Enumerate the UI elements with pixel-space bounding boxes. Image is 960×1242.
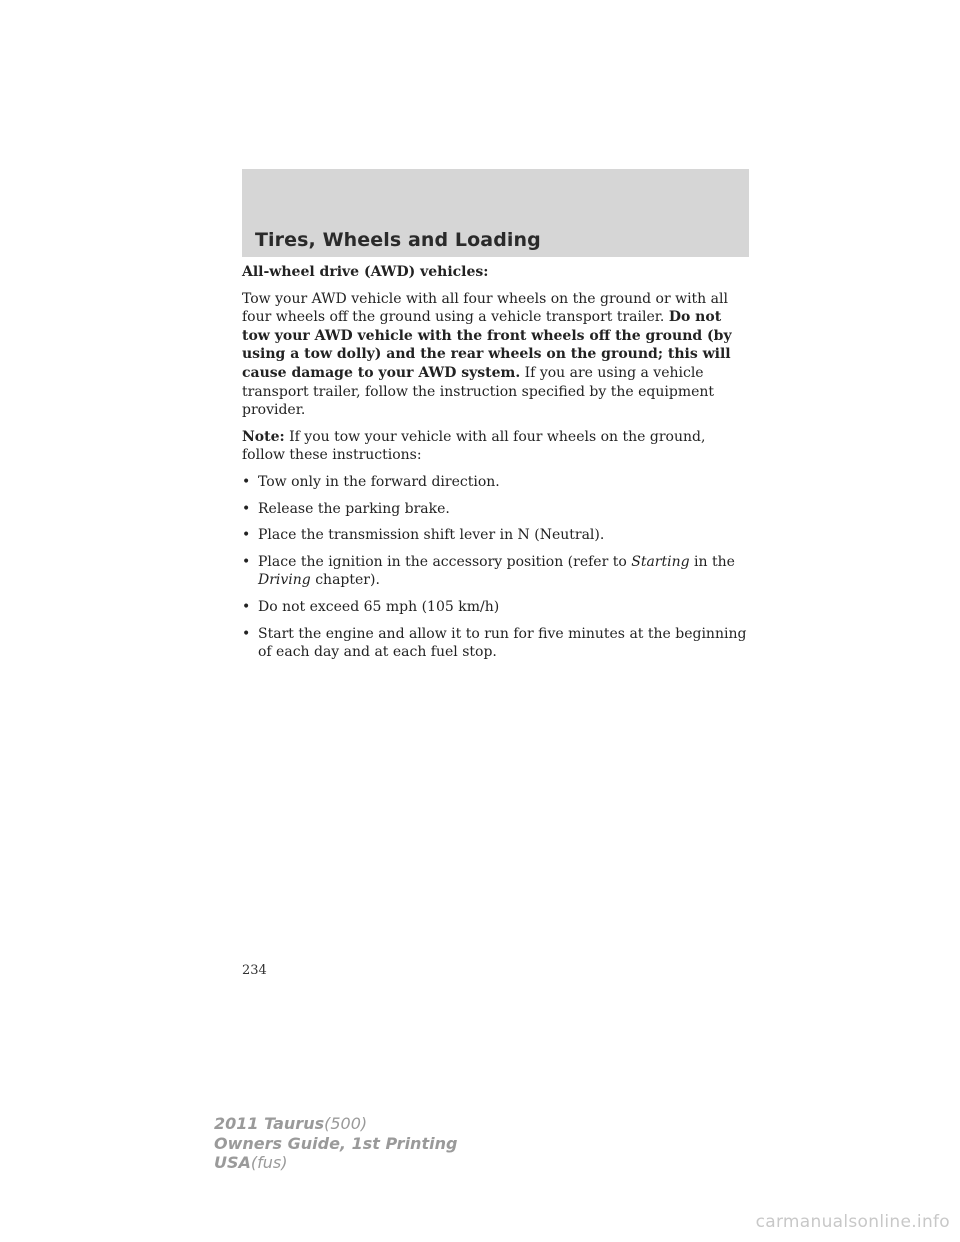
page-body — [242, 263, 752, 670]
cross-reference: Driving — [258, 572, 311, 589]
note-label: Note: — [242, 428, 285, 445]
bullet-icon: • — [242, 500, 251, 517]
footer-line: Owners Guide, 1st Printing — [214, 1133, 458, 1153]
list-item: • Start the engine and allow it to run for five minutes at the beginning of each day and at each fuel stop. — [242, 625, 747, 661]
note-paragraph: Note: If you tow your vehicle with all four wheels on the ground, follow these instructions: — [242, 428, 706, 464]
bullet-icon: • — [242, 598, 251, 615]
list-item: • Do not exceed 65 mph (105 km/h) — [242, 598, 500, 615]
site-watermark: carmanualsonline.info — [755, 1212, 950, 1232]
print-footer — [214, 1114, 457, 1173]
page-number: 234 — [242, 963, 267, 978]
bullet-icon: • — [242, 553, 251, 570]
awd-warning-text: Do not tow your AWD vehicle with the front wheels off the ground (by using a tow dolly) and the rear wheels on the ground; this will cause damage to your AWD system. — [242, 309, 732, 381]
bullet-icon: • — [242, 473, 251, 490]
bullet-icon: • — [242, 527, 251, 544]
list-item: • Place the transmission shift lever in N (Neutral). — [242, 527, 605, 544]
list-item: • Release the parking brake. — [242, 500, 450, 517]
footer-line: USA(fus) — [214, 1153, 288, 1172]
cross-reference: Starting — [631, 553, 690, 570]
section-heading: All-wheel drive (AWD) vehicles: — [242, 264, 489, 280]
bullet-icon: • — [242, 625, 251, 642]
awd-tow-paragraph: Tow your AWD vehicle with all four wheels on the ground or with all four wheels off the ground using a vehicle transport trailer. Do not tow your AWD vehicle with the front wheels off the ground (by using a tow dolly) and the rear wheels on the ground; this will cause damage to your AWD system. If you are using a vehicle transport trailer, follow the instruction specified by the equipment provider. — [242, 290, 732, 419]
footer-line: 2011 Taurus(500) — [214, 1114, 368, 1133]
list-item: • Place the ignition in the accessory position (refer to Starting in the Driving chapter). — [242, 553, 735, 589]
list-item: • Tow only in the forward direction. — [242, 473, 500, 490]
chapter-header — [242, 169, 749, 257]
instruction-list — [242, 473, 752, 662]
chapter-title: Tires, Wheels and Loading — [255, 229, 541, 251]
